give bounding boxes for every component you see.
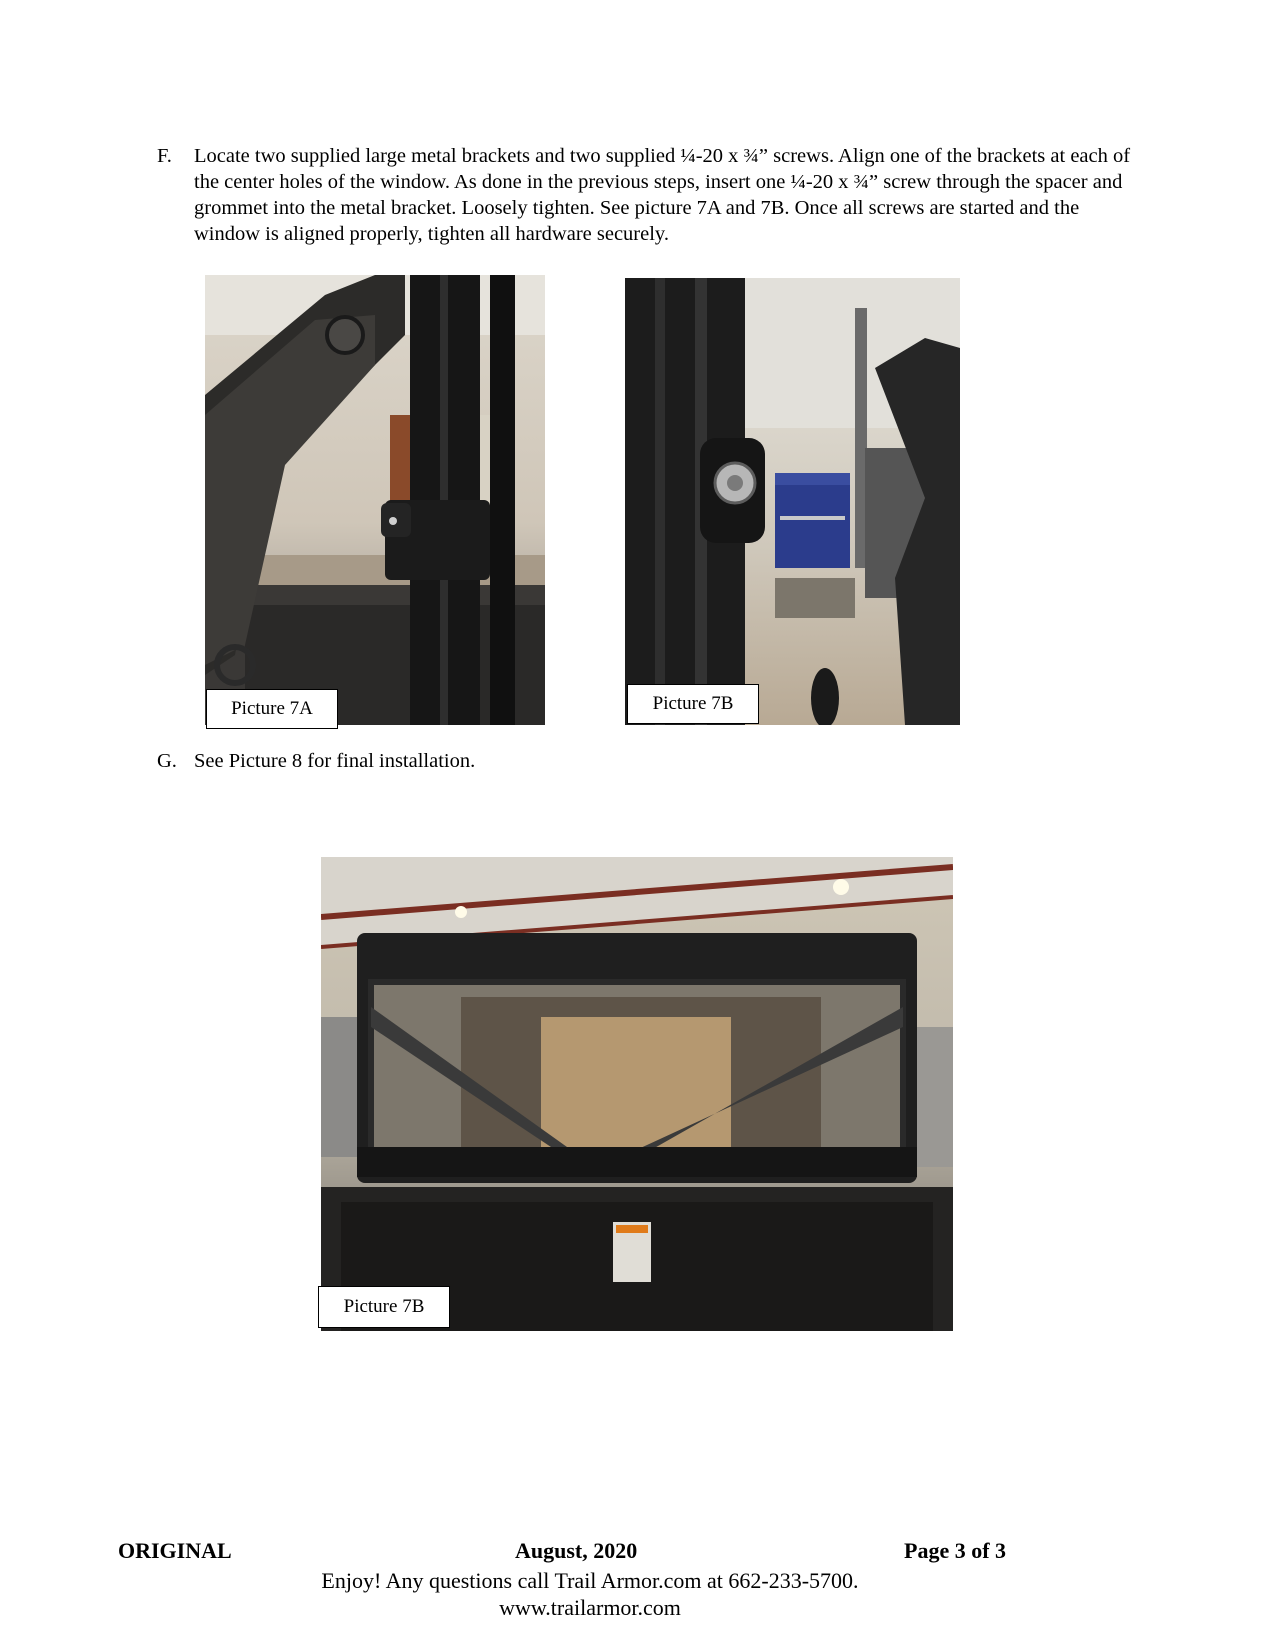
step-text: See Picture 8 for final installation. (194, 750, 476, 772)
step-letter: F. (157, 145, 172, 167)
caption-picture-7a: Picture 7A (206, 689, 338, 729)
step-text: Locate two supplied large metal brackets and two supplied ¼-20 x ¾” screws. Align one of the brackets at each of the center holes of the window. As done in the previous steps, insert one ¼-20 x ¾” screw through the spacer and grommet into the metal bracket. Loosely tighten. See picture 7A and 7B. Once all screws are started and the window is aligned properly, tighten all hardware securely. (194, 145, 1131, 245)
step-letter: G. (157, 750, 177, 772)
photo-bracket-7a (205, 275, 545, 725)
footer-date: August, 2020 (515, 1538, 638, 1563)
footer-status: ORIGINAL (118, 1538, 232, 1563)
photo-screw-7b (625, 278, 960, 725)
footer-page-number: Page 3 of 3 (904, 1538, 1007, 1563)
caption-picture-7b: Picture 7B (627, 684, 759, 724)
footer (118, 1538, 1018, 1568)
step-f (157, 143, 1147, 247)
photo-final-installation (321, 857, 953, 1331)
footer-url: www.trailarmor.com (499, 1595, 681, 1620)
footer-contact: Enjoy! Any questions call Trail Armor.com at 662-233-5700. (321, 1568, 859, 1593)
caption-picture-8: Picture 7B (318, 1286, 450, 1328)
step-g (157, 748, 1147, 774)
